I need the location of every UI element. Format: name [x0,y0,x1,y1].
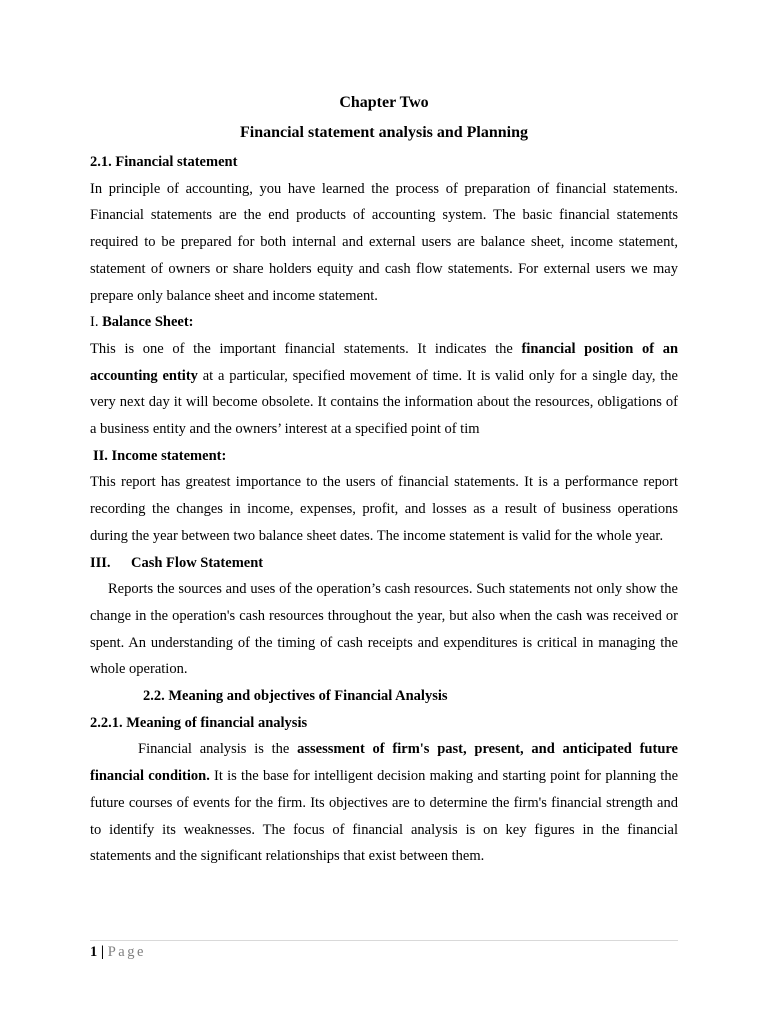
section-2-2-1-heading: 2.2.1. Meaning of financial analysis [90,714,308,731]
section-2-2-1-bold-phrase: assessment of firm's past, present, and anticipated future financial condition. [90,741,678,785]
balance-sheet-label: Balance Sheet: [102,314,194,331]
page-separator: | [97,944,108,960]
section-2-2-1-paragraph [90,736,678,870]
balance-sheet-number: I. [90,314,99,331]
balance-sheet-heading [90,309,678,336]
section-2-2-heading: 2.2. Meaning and objectives of Financial Analysis [143,688,448,705]
balance-sheet-text-after: at a particular, specified movement of time. It is valid only for a single day, the very next day it will become obsolete. It contains the information about the resources, obligations of a business entity and the owners’ interest at a specified point of tim [90,367,678,438]
cash-flow-paragraph: Reports the sources and uses of the operation’s cash resources. Such statements not only show the change in the operation's cash resources throughout the year, but also when the cash was received or spent. An understanding of the timing of cash receipts and expenditures is critical in managing the whole operation. [90,581,678,678]
balance-sheet-bold-phrase: financial position of an accounting entity [90,340,679,384]
page-number: 1 [90,944,98,960]
cash-flow-label: Cash Flow Statement [131,554,264,571]
cash-flow-heading [90,550,678,577]
page-label: Page [107,944,146,960]
income-statement-paragraph: This report has greatest importance to the users of financial statements. It is a performance report recording the changes in income, expenses, profit, and losses as a result of business operations during the year between two balance sheet dates. The income statement is valid for the whole year. [90,474,678,544]
chapter-title: Chapter Two [339,94,429,111]
balance-sheet-paragraph [90,336,678,443]
section-2-1-paragraph: In principle of accounting, you have learned the process of preparation of financial statements. Financial statements are the end products of accounting system. The basic financial statements required to be prepared for both internal and external users are balance sheet, income statement, statement of owners or share holders equity and cash flow statements. For external users we may prepare only balance sheet and income statement. [90,180,678,304]
income-statement-heading: II. Income statement: [93,447,227,464]
section-2-2-1-text-before: Financial analysis is the [138,741,298,758]
section-2-1-heading: 2.1. Financial statement [90,154,238,170]
document-page [90,92,678,870]
cash-flow-number: III. [90,554,111,571]
section-2-2-1-text-after: It is the base for intelligent decision making and starting point for planning the future courses of events for the firm. Its objectives are to determine the firm's financial strength and to identify its weaknesses. The focus of financial analysis is on key figures in the financial statements and the significant relationships that exist between them. [90,768,678,865]
page-footer [90,940,678,962]
chapter-subtitle: Financial statement analysis and Planning [239,124,529,141]
balance-sheet-text-before: This is one of the important financial statements. It indicates the [90,340,522,357]
